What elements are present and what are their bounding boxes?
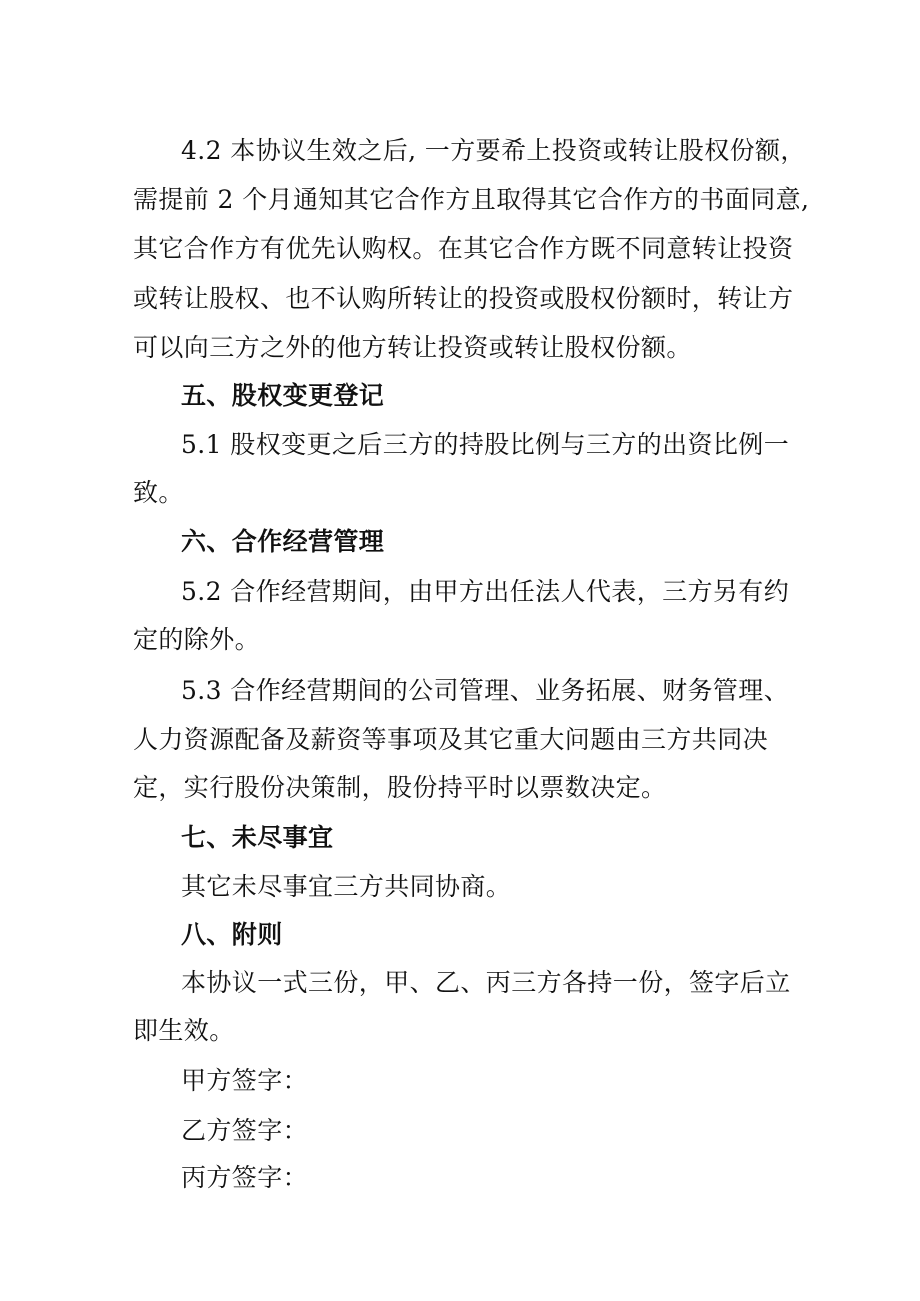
supplementary-line-2: 即生效。 [133,1016,235,1045]
clause-4-2-line-2: 需提前 2 个月通知其它合作方且取得其它合作方的书面同意, [133,185,810,214]
clause-4-2-line-4: 或转让股权、也不认购所转让的投资或股权份额时，转让方 [133,284,794,313]
clause-5-2-line-2: 定的除外。 [133,625,261,654]
clause-5-3-line-2: 人力资源配备及薪资等事项及其它重大问题由三方共同决 [133,725,769,754]
clause-5-1-line-2: 致。 [133,478,184,507]
party-a-signature-label: 甲方签字： [181,1066,309,1095]
clause-4-2-line-1: 4.2 本协议生效之后, 一方要希上投资或转让股权份额， [181,136,806,165]
clause-5-1-line-1: 5.1 股权变更之后三方的持股比例与三方的出资比例一 [181,430,790,459]
clause-4-2-line-3: 其它合作方有优先认购权。在其它合作方既不同意转让投资 [133,234,794,263]
outstanding-matters-text: 其它未尽事宜三方共同协商。 [181,872,512,901]
heading-cooperative-management: 六、合作经营管理 [181,527,385,556]
party-c-signature-label: 丙方签字： [181,1163,309,1192]
supplementary-line-1: 本协议一式三份，甲、乙、丙三方各持一份，签字后立 [181,968,791,997]
clause-5-3-line-1: 5.3 合作经营期间的公司管理、业务拓展、财务管理、 [181,676,790,705]
heading-equity-change-registration: 五、股权变更登记 [181,381,385,410]
clause-5-2-line-1: 5.2 合作经营期间，由甲方出任法人代表，三方另有约 [181,577,790,606]
clause-5-3-line-3: 定，实行股份决策制，股份持平时以票数决定。 [133,773,667,802]
party-b-signature-label: 乙方签字： [181,1116,309,1145]
heading-supplementary-provisions: 八、附则 [181,920,283,949]
heading-outstanding-matters: 七、未尽事宜 [181,823,334,852]
clause-4-2-line-5: 可以向三方之外的他方转让投资或转让股权份额。 [133,333,692,362]
